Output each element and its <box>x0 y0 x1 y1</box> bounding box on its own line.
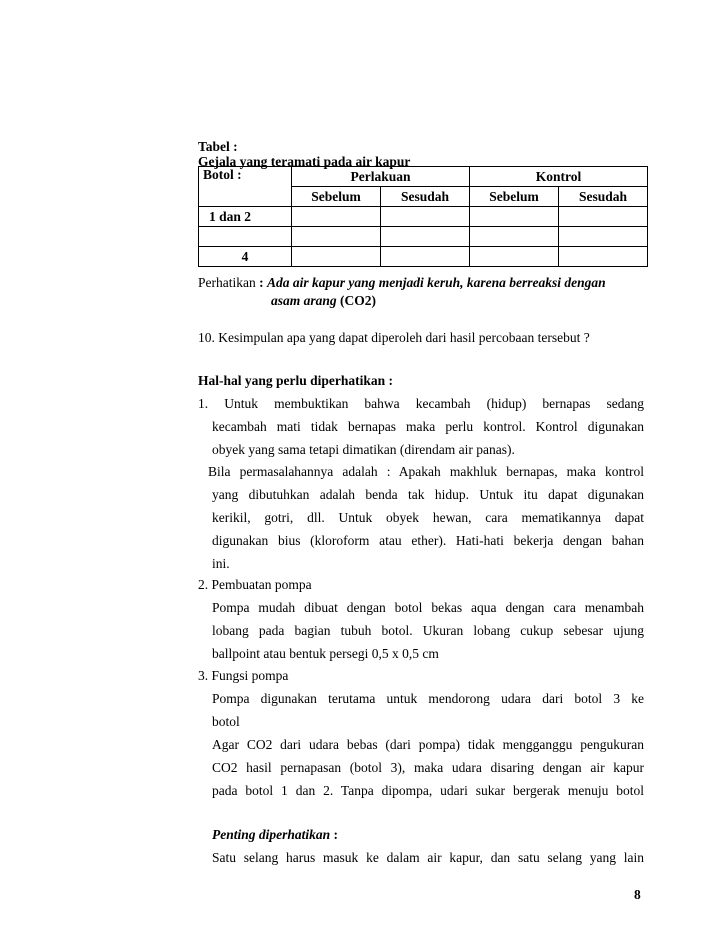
row-label <box>199 227 292 247</box>
table-cell <box>292 207 381 227</box>
text-line: lobang pada bagian tubuh botol. Ukuran lobang cukup sebesar ujung <box>212 623 644 638</box>
text-line: 3. Fungsi pompa <box>198 668 289 683</box>
observation-table <box>198 166 648 267</box>
table-cell <box>470 227 559 247</box>
text-line: obyek yang sama tetapi dimatikan (direndam air panas). <box>212 442 515 457</box>
table-row <box>199 207 648 227</box>
header-kontrol-sebelum: Sebelum <box>470 187 559 207</box>
table-cell <box>381 227 470 247</box>
text-line: ballpoint atau bentuk persegi 0,5 x 0,5 cm <box>212 646 439 661</box>
text-line: yang dibutuhkan adalah benda tak hidup. Untuk itu dapat digunakan <box>212 487 644 502</box>
text-line: Pompa mudah dibuat dengan botol bekas aqua dengan cara menambah <box>212 600 644 615</box>
header-perlakuan-sesudah: Sesudah <box>381 187 470 207</box>
header-kontrol-sesudah: Sesudah <box>559 187 648 207</box>
table-cell <box>292 247 381 267</box>
text-line: 2. Pembuatan pompa <box>198 577 312 592</box>
text-line: CO2 hasil pernapasan (botol 3), maka udara disaring dengan air kapur <box>212 760 644 775</box>
text-line: botol <box>212 714 240 729</box>
text-line: pada botol 1 dan 2. Tanpa dipompa, udari sukar bergerak menuju botol <box>212 783 644 798</box>
row-label: 1 dan 2 <box>199 207 292 227</box>
text-line: 1. Untuk membuktikan bahwa kecambah (hidup) bernapas sedang <box>198 396 644 411</box>
row-label: 4 <box>199 247 292 267</box>
perhatikan-colon: : <box>259 275 264 290</box>
perhatikan-line2: asam arang (CO2) <box>271 293 377 308</box>
section-heading: Hal-hal yang perlu diperhatikan : <box>198 373 394 388</box>
text-line: digunakan bius (kloroform atau ether). Hati-hati bekerja dengan bahan <box>212 533 644 548</box>
perhatikan-label: Perhatikan <box>198 275 256 290</box>
table-cell <box>381 207 470 227</box>
text-line: ini. <box>212 556 230 571</box>
header-perlakuan-sebelum: Sebelum <box>292 187 381 207</box>
header-perlakuan: Perlakuan <box>292 167 470 187</box>
header-kontrol: Kontrol <box>470 167 648 187</box>
table-title: Tabel : <box>198 139 238 154</box>
table-cell <box>292 227 381 247</box>
text-line: kerikil, gotri, dll. Untuk obyek hewan, cara mematikannya dapat <box>212 510 644 525</box>
text-line: Bila permasalahannya adalah : Apakah makhluk bernapas, maka kontrol <box>208 464 644 479</box>
table-row <box>199 247 648 267</box>
perhatikan-line1: Ada air kapur yang menjadi keruh, karena berreaksi dengan <box>266 275 606 290</box>
table-cell <box>381 247 470 267</box>
text-line: kecambah mati tidak bernapas maka perlu kontrol. Kontrol digunakan <box>212 419 644 434</box>
penting-heading: Penting diperhatikan : <box>212 827 339 842</box>
table-cell <box>559 207 648 227</box>
perhatikan-note <box>198 275 606 291</box>
table-cell <box>470 247 559 267</box>
table-cell <box>559 247 648 267</box>
table-row <box>199 227 648 247</box>
table-cell <box>470 207 559 227</box>
text-line: Satu selang harus masuk ke dalam air kapur, dan satu selang yang lain <box>212 850 644 865</box>
table-caption: Gejala yang teramati pada air kapur <box>198 154 411 169</box>
text-line: Pompa digunakan terutama untuk mendorong udara dari botol 3 ke <box>212 691 644 706</box>
header-botol: Botol : <box>199 167 292 207</box>
table-cell <box>559 227 648 247</box>
text-line: Agar CO2 dari udara bebas (dari pompa) tidak mengganggu pengukuran <box>212 737 644 752</box>
question-10: 10. Kesimpulan apa yang dapat diperoleh dari hasil percobaan tersebut ? <box>198 330 590 345</box>
page-number: 8 <box>634 887 641 902</box>
